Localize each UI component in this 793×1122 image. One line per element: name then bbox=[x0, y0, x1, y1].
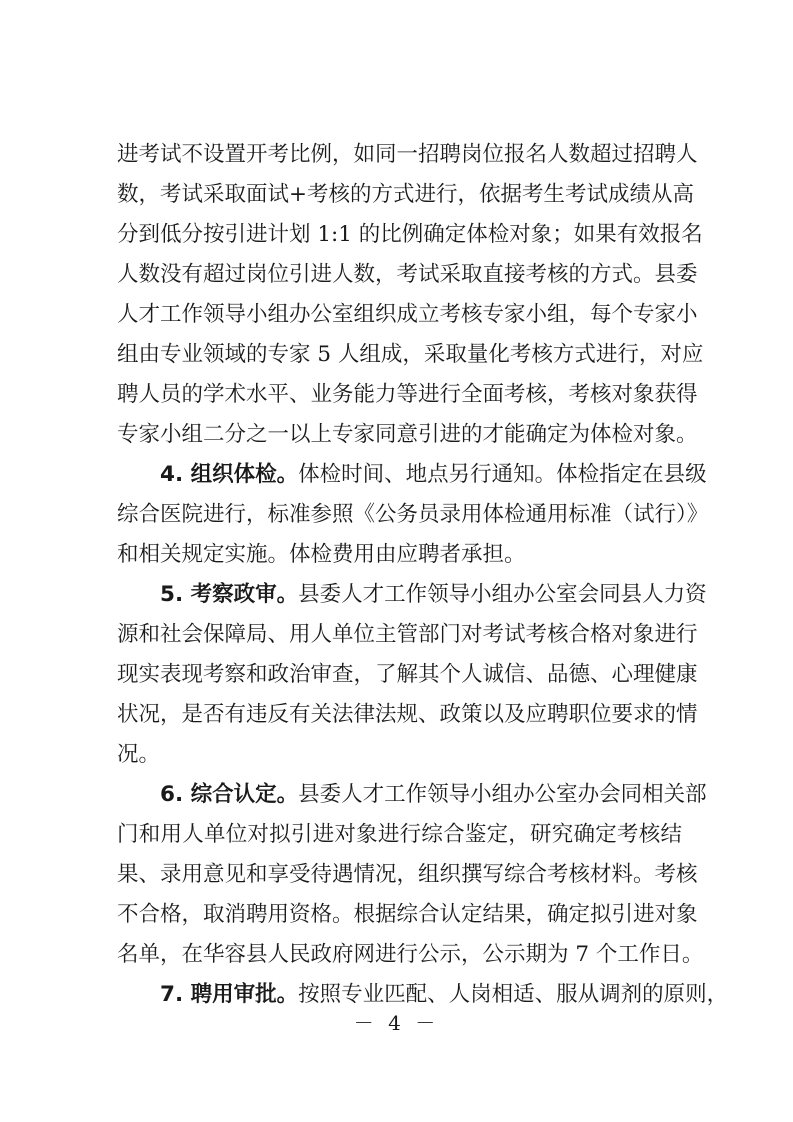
section-4-text: 体检时间、地点另行通知。体检指定在县级 bbox=[298, 462, 707, 487]
paragraph-line: 况。 bbox=[117, 742, 161, 767]
paragraph-line: 人才工作领导小组办公室组织成立考核专家小组，每个专家小 bbox=[117, 302, 698, 327]
paragraph-line: 名单，在华容县人民政府网进行公示，公示期为 7 个工作日。 bbox=[117, 942, 704, 967]
paragraph-line: 进考试不设置开考比例，如同一招聘岗位报名人数超过招聘人 bbox=[117, 142, 698, 167]
section-5-heading: 5. 考察政审。 bbox=[160, 582, 299, 607]
paragraph-line: 门和用人单位对拟引进对象进行综合鉴定，研究确定考核结 bbox=[117, 822, 682, 847]
section-6-first-line bbox=[160, 775, 707, 815]
section-6-heading: 6. 综合认定。 bbox=[160, 782, 299, 807]
paragraph-line: 专家小组二分之一以上专家同意引进的才能确定为体检对象。 bbox=[117, 422, 698, 447]
paragraph-line: 果、录用意见和享受待遇情况，组织撰写综合考核材料。考核 bbox=[117, 862, 698, 887]
section-7-heading: 7. 聘用审批。 bbox=[160, 982, 299, 1007]
paragraph-line: 组由专业领域的专家 5 人组成，采取量化考核方式进行，对应 bbox=[117, 342, 704, 367]
paragraph-line: 和相关规定实施。体检费用由应聘者承担。 bbox=[117, 542, 526, 567]
section-5-text: 县委人才工作领导小组办公室会同县人力资 bbox=[298, 582, 707, 607]
paragraph-line: 聘人员的学术水平、业务能力等进行全面考核，考核对象获得 bbox=[117, 382, 698, 407]
section-6-text: 县委人才工作领导小组办公室办会同相关部 bbox=[298, 782, 707, 807]
paragraph-line: 人数没有超过岗位引进人数，考试采取直接考核的方式。县委 bbox=[117, 262, 698, 287]
paragraph-line: 综合医院进行，标准参照《公务员录用体检通用标准（试行）》 bbox=[117, 502, 709, 527]
section-5-first-line bbox=[160, 575, 707, 615]
paragraph-line: 源和社会保障局、用人单位主管部门对考试考核合格对象进行 bbox=[117, 622, 698, 647]
section-4-first-line bbox=[160, 455, 707, 495]
paragraph-line: 数，考试采取面试+考核的方式进行，依据考生考试成绩从高 bbox=[117, 182, 695, 207]
paragraph-line: 状况，是否有违反有关法律法规、政策以及应聘职位要求的情 bbox=[117, 702, 698, 727]
paragraph-line: 不合格，取消聘用资格。根据综合认定结果，确定拟引进对象 bbox=[117, 902, 698, 927]
paragraph-line: 分到低分按引进计划 1:1 的比例确定体检对象；如果有效报名 bbox=[117, 222, 703, 247]
section-4-heading: 4. 组织体检。 bbox=[160, 462, 299, 487]
section-7-text: 按照专业匹配、人岗相适、服从调剂的原则， bbox=[298, 982, 729, 1007]
paragraph-line: 现实表现考察和政治审查，了解其个人诚信、品德、心理健康 bbox=[117, 662, 698, 687]
page-number: － 4 － bbox=[353, 1011, 440, 1035]
